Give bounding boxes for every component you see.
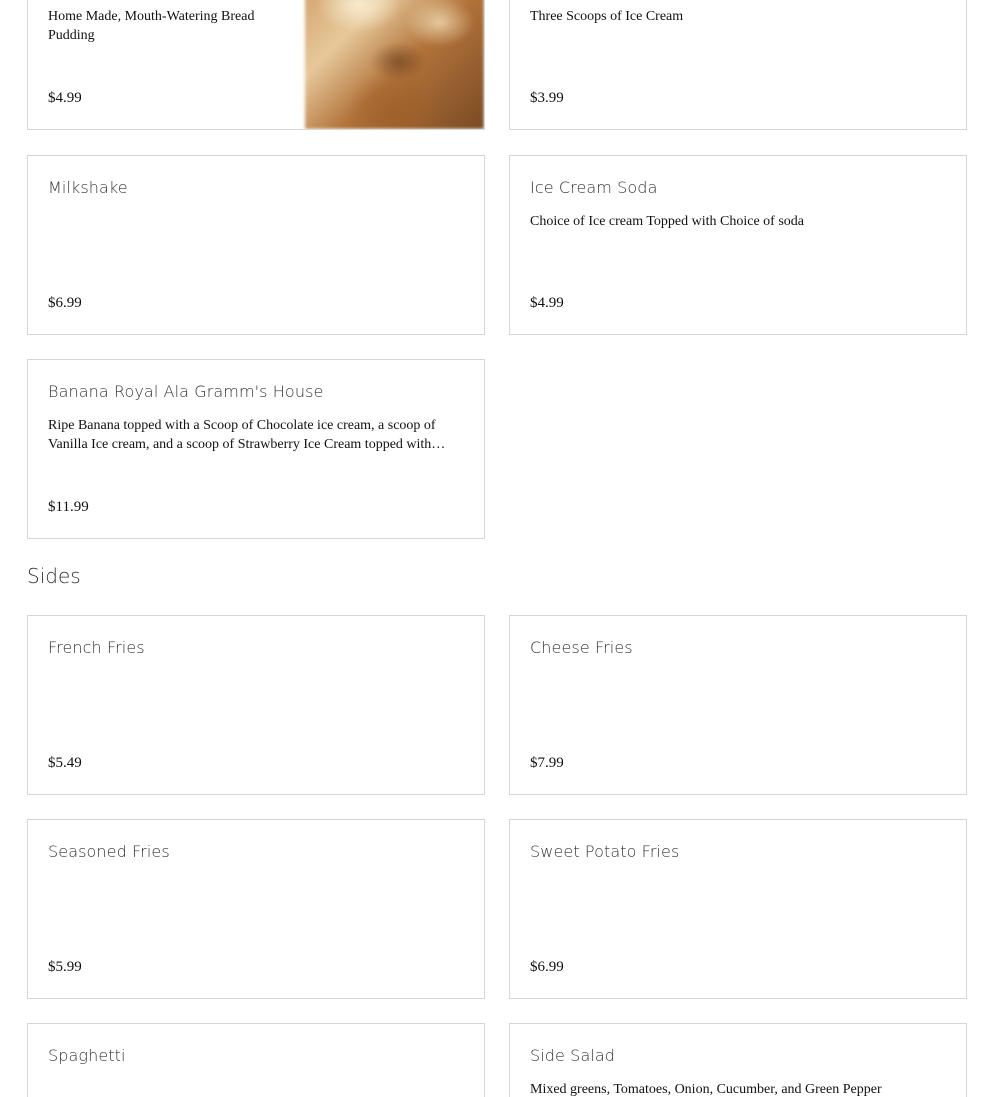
item-price: $5.49 [48, 755, 82, 771]
menu-item-seasoned-fries[interactable] [27, 819, 485, 999]
item-name: Seasoned Fries [48, 842, 170, 861]
item-description: Home Made, Mouth-Watering Bread Pudding [48, 9, 255, 43]
bread-pudding-photo [305, 0, 484, 129]
menu-item-side-salad[interactable] [509, 1023, 967, 1097]
item-price: $3.99 [530, 90, 564, 106]
item-price: $11.99 [48, 499, 89, 515]
item-price: $5.99 [48, 959, 82, 975]
section-title-sides: Sides [27, 564, 81, 588]
item-name: French Fries [48, 638, 145, 657]
menu-item-spaghetti[interactable] [27, 1023, 485, 1097]
item-price: $4.99 [48, 90, 82, 106]
menu-item-sweet-potato-fries[interactable] [509, 819, 967, 999]
item-name: Side Salad [530, 1046, 616, 1065]
item-name: Cheese Fries [530, 638, 633, 657]
menu-item-milkshake[interactable] [27, 155, 485, 335]
menu-item-cheese-fries[interactable] [509, 615, 967, 795]
item-price: $7.99 [530, 755, 564, 771]
item-description: Three Scoops of Ice Cream [530, 9, 684, 24]
item-name: Sweet Potato Fries [530, 842, 680, 861]
menu-item-bread-pudding[interactable] [27, 0, 485, 130]
item-name: Milkshake [48, 178, 128, 197]
item-name: Banana Royal Ala Gramm's House [48, 382, 324, 401]
item-name: Spaghetti [48, 1046, 126, 1065]
item-price: $6.99 [48, 295, 82, 311]
menu-item-ice-cream-soda[interactable] [509, 155, 967, 335]
item-description: Ripe Banana topped with a Scoop of Chocolate ice cream, a scoop of Vanilla Ice cream, and a scoop of Strawberry Ice Cream topped with… [48, 418, 446, 452]
item-description: Mixed greens, Tomatoes, Onion, Cucumber, and Green Pepper [530, 1082, 882, 1097]
item-price: $4.99 [530, 295, 564, 311]
menu-item-ice-cream[interactable] [509, 0, 967, 130]
menu-item-banana-royal[interactable] [27, 359, 485, 539]
item-description: Choice of Ice cream Topped with Choice of soda [530, 214, 805, 229]
item-name: Ice Cream Soda [530, 178, 658, 197]
menu-item-french-fries[interactable] [27, 615, 485, 795]
item-price: $6.99 [530, 959, 564, 975]
